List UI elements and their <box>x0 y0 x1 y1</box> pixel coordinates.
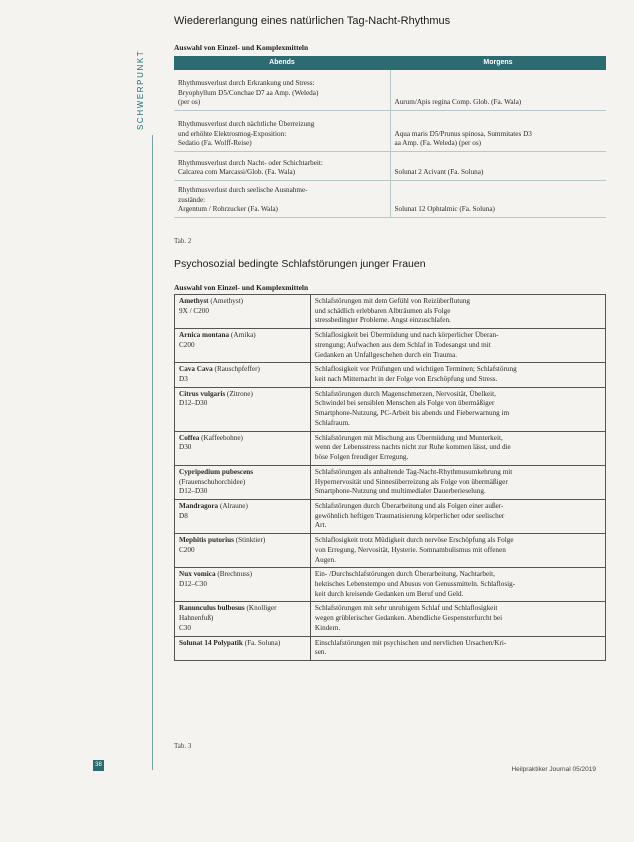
remedy-row <box>175 499 606 533</box>
table2-caption: Tab. 2 <box>174 237 192 245</box>
description-line: Art. <box>314 521 327 530</box>
cell-line: Bryophyllum D5/Conchae D7 aa Amp. (Weleda) <box>178 88 319 97</box>
remedy-name-line <box>179 604 306 623</box>
description-line: strengung; Aufwachen aus dem Schlaf in Todesangst und mit <box>314 340 491 349</box>
remedy-potency: D12–D30 <box>179 487 208 496</box>
description-line: Hypernervosität und Sinnesüberreizung als Folge von übermäßiger <box>314 477 508 486</box>
remedy-table <box>174 294 606 661</box>
remedy-latin: (Arnika) <box>230 331 256 340</box>
remedy-latin: (Alraune) <box>219 501 248 510</box>
description-line: keit nach Mitternacht in der Folge von Erschöpfung und Stress. <box>314 375 498 384</box>
remedy-name: Ranunculus bulbosus <box>179 604 245 613</box>
section1-subtitle: Auswahl von Einzel- und Komplexmitteln <box>174 43 309 52</box>
description-line: Augen. <box>314 555 336 564</box>
description-line: böse Folgen freudiger Erregung. <box>314 453 409 462</box>
remedy-potency: D12–D30 <box>179 399 208 408</box>
description-line: Einschlafstörungen mit psychischen und nervlichen Ursachen/Kri- <box>314 638 507 647</box>
remedy-row <box>175 295 606 329</box>
cell-line: Calcarea com Marcassi/Glob. (Fa. Wala) <box>178 168 296 177</box>
remedy-row <box>175 568 606 602</box>
description-line: stressbedingter Probleme. Angst einzuschlafen. <box>314 316 451 325</box>
remedy-potency: C200 <box>179 340 195 349</box>
description-line: Gedanken an Unfallgeschehen durch ein Trauma. <box>314 350 458 359</box>
description-line: Schlaflosigkeit vor Prüfungen und wichtigen Terminen; Schlafstörung <box>314 365 517 374</box>
cell-line: Sedatio (Fa. Wolff-Reise) <box>178 139 252 148</box>
remedy-row <box>175 329 606 363</box>
remedy-cell <box>175 329 311 363</box>
remedy-row <box>175 602 606 636</box>
remedy-cell <box>175 431 311 465</box>
side-rule <box>152 135 153 770</box>
remedy-name: Arnica montana <box>179 331 230 340</box>
cell-morgens <box>390 152 606 181</box>
cell-abends <box>174 152 390 181</box>
cell-morgens <box>390 111 606 152</box>
remedy-cell <box>175 568 311 602</box>
remedy-potency: D12–C30 <box>179 579 207 588</box>
remedy-description <box>310 465 605 499</box>
description-line: Smartphone-Nutzung, PC-Arbeit bis abends und Fieberwarnung im <box>314 409 510 418</box>
remedy-cell <box>175 636 311 660</box>
section2-title: Psychosozial bedingte Schlafstörungen junger Frauen <box>174 258 426 270</box>
remedy-name-line <box>179 536 306 546</box>
remedy-name: Cava Cava <box>179 365 213 374</box>
page-number: 38 <box>93 760 104 771</box>
remedy-name: Coffea <box>179 433 200 442</box>
remedy-name-line <box>179 468 306 487</box>
remedy-latin: (Kaffeebohne) <box>201 433 243 442</box>
remedy-name: Nux vomica <box>179 570 216 579</box>
remedy-latin: (Stinktier) <box>235 536 266 545</box>
cell-line: Aurum/Apis regina Comp. Glob. (Fa. Wala) <box>394 98 522 107</box>
remedy-latin: (Fa. Soluna) <box>244 638 281 647</box>
remedy-latin: (Knolliger Hahnenfuß) <box>179 604 277 623</box>
header-morgens: Morgens <box>390 56 606 70</box>
remedy-description <box>310 431 605 465</box>
remedy-latin: (Rauschpfeffer) <box>214 365 260 374</box>
remedy-description <box>310 602 605 636</box>
description-line: Smartphone-Nutzung und multimedialer Dauerberieselung. <box>314 487 486 496</box>
description-line: Schlafstörungen mit sehr unruhigem Schlaf und Schlaflosigkeit <box>314 604 498 613</box>
cell-morgens <box>390 70 606 111</box>
remedy-potency: D8 <box>179 511 188 520</box>
description-line: und schädlich erlebbaren Albträumen als Folge <box>314 306 451 315</box>
remedy-description <box>310 568 605 602</box>
remedy-name: Mephitis putorius <box>179 536 234 545</box>
remedy-row <box>175 534 606 568</box>
remedy-description <box>310 499 605 533</box>
remedy-row <box>175 363 606 387</box>
description-line: Schlafstörungen durch Magenschmerzen, Nervosität, Übelkeit, <box>314 389 496 398</box>
description-line: Ein- /Durchschlafstörungen durch Überarbeitung, Nachtarbeit, <box>314 570 495 579</box>
remedy-name-line <box>179 297 306 307</box>
cell-abends <box>174 181 390 218</box>
description-line: sen. <box>314 648 327 657</box>
description-line: wegen grüblerischer Gedanken. Abendliche Gespensterfurcht bei <box>314 614 503 623</box>
description-line: Schlaflosigkeit trotz Müdigkeit durch nervöse Erschöpfung als Folge <box>314 536 514 545</box>
remedy-name-line <box>179 331 306 341</box>
remedy-description <box>310 295 605 329</box>
remedy-description <box>310 329 605 363</box>
remedy-name-line <box>179 390 306 400</box>
table-row <box>174 152 606 181</box>
cell-line: Solunat 12 Ophtalmic (Fa. Soluna) <box>394 205 495 214</box>
remedy-cell <box>175 295 311 329</box>
remedy-name: Solunat 14 Polypatik <box>179 638 243 647</box>
remedy-name-line <box>179 365 306 375</box>
cell-line: Rhythmusverlust durch Nacht- oder Schichtarbeit: <box>178 158 323 167</box>
cell-line: Solunat 2 Acivant (Fa. Soluna) <box>394 168 484 177</box>
remedy-description <box>310 636 605 660</box>
cell-line: und erhöhte Elektrosmog-Exposition: <box>178 129 287 138</box>
remedy-name: Amethyst <box>179 297 209 305</box>
section-label: SCHWERPUNKT <box>136 49 145 130</box>
remedy-row <box>175 387 606 431</box>
remedy-potency: D30 <box>179 443 192 452</box>
cell-line: Argentum / Rohrzucker (Fa. Wala) <box>178 205 278 214</box>
cell-line: Rhythmusverlust durch Erkrankung und Stress: <box>178 78 315 87</box>
remedy-cell <box>175 363 311 387</box>
section1-title: Wiedererlangung eines natürlichen Tag-Nacht-Rhythmus <box>174 15 451 27</box>
remedy-potency: C200 <box>179 545 195 554</box>
cell-line: Rhythmusverlust durch seelische Ausnahme- <box>178 185 308 194</box>
remedy-latin: (Brechnuss) <box>217 570 253 579</box>
remedy-cell <box>175 602 311 636</box>
description-line: keit durch kreisende Gedanken um Beruf und Geld. <box>314 589 464 598</box>
remedy-cell <box>175 465 311 499</box>
table-row <box>174 70 606 111</box>
cell-line: Aqua maris D5/Prunus spinosa, Summitates D3 <box>394 129 532 138</box>
description-line: Schlafstörungen mit Mischung aus Übermüdung und Munterkeit, <box>314 433 503 442</box>
remedy-cell <box>175 387 311 431</box>
description-line: gewöhnlich heftigen Traumatisierung körperlicher oder seelischer <box>314 511 505 520</box>
description-line: Schlafstörungen mit dem Gefühl von Reizüberflutung <box>314 297 471 305</box>
cell-line: Rhythmusverlust durch nächtliche Überreizung <box>178 119 315 128</box>
table-row <box>174 111 606 152</box>
remedy-name-line <box>179 570 306 580</box>
description-line: von Erregung, Nervosität, Hysterie. Somnambulismus mit offenen <box>314 545 506 554</box>
remedy-name: Mandragora <box>179 501 219 510</box>
rhythm-table <box>174 56 606 218</box>
remedy-description <box>310 387 605 431</box>
description-line: Schlafstörungen durch Überarbeitung und als Folgen einer außer- <box>314 501 504 510</box>
description-line: Schwindel bei sensiblen Menschen als Folge von übermäßiger <box>314 399 495 408</box>
remedy-cell <box>175 499 311 533</box>
section2-subtitle: Auswahl von Einzel- und Komplexmitteln <box>174 283 309 292</box>
header-abends: Abends <box>174 56 390 70</box>
remedy-latin: (Frauenschuhorchidee) <box>179 477 246 486</box>
cell-line: (per os) <box>178 98 201 107</box>
remedy-cell <box>175 534 311 568</box>
description-line: hektisches Lebenstempo und Abusus von Genussmitteln. Schlaflosig- <box>314 579 516 588</box>
description-line: wenn der Lebensstress nachts nicht zur Ruhe kommen lässt, und die <box>314 443 511 452</box>
remedy-name-line <box>179 639 306 649</box>
remedy-latin: (Amethyst) <box>210 297 244 305</box>
cell-line: aa Amp. (Fa. Weleda) (per os) <box>394 139 482 148</box>
remedy-latin: (Zitrone) <box>226 389 253 398</box>
remedy-name: Cypripedium pubescens <box>179 467 254 476</box>
table3-caption: Tab. 3 <box>174 742 192 750</box>
remedy-description <box>310 534 605 568</box>
cell-morgens <box>390 181 606 218</box>
description-line: Schlafraum. <box>314 418 350 427</box>
cell-line: zustände: <box>178 195 206 204</box>
remedy-name-line <box>179 434 306 444</box>
cell-abends <box>174 111 390 152</box>
remedy-potency: D3 <box>179 375 188 384</box>
description-line: Schlafstörungen als anhaltende Tag-Nacht-Rhythmusumkehrung mit <box>314 467 513 476</box>
remedy-row <box>175 636 606 660</box>
cell-abends <box>174 70 390 111</box>
table-row <box>174 181 606 218</box>
description-line: Schlaflosigkeit bei Übermüdung und nach körperlicher Überan- <box>314 331 499 340</box>
remedy-description <box>310 363 605 387</box>
remedy-name: Citrus vulgaris <box>179 389 226 398</box>
remedy-row <box>175 465 606 499</box>
remedy-potency: 9X / C200 <box>179 306 209 315</box>
footer: Heilpraktiker Journal 05/2019 <box>511 766 596 773</box>
remedy-name-line <box>179 502 306 512</box>
description-line: Kindern. <box>314 623 341 632</box>
remedy-potency: C30 <box>179 623 191 632</box>
remedy-row <box>175 431 606 465</box>
